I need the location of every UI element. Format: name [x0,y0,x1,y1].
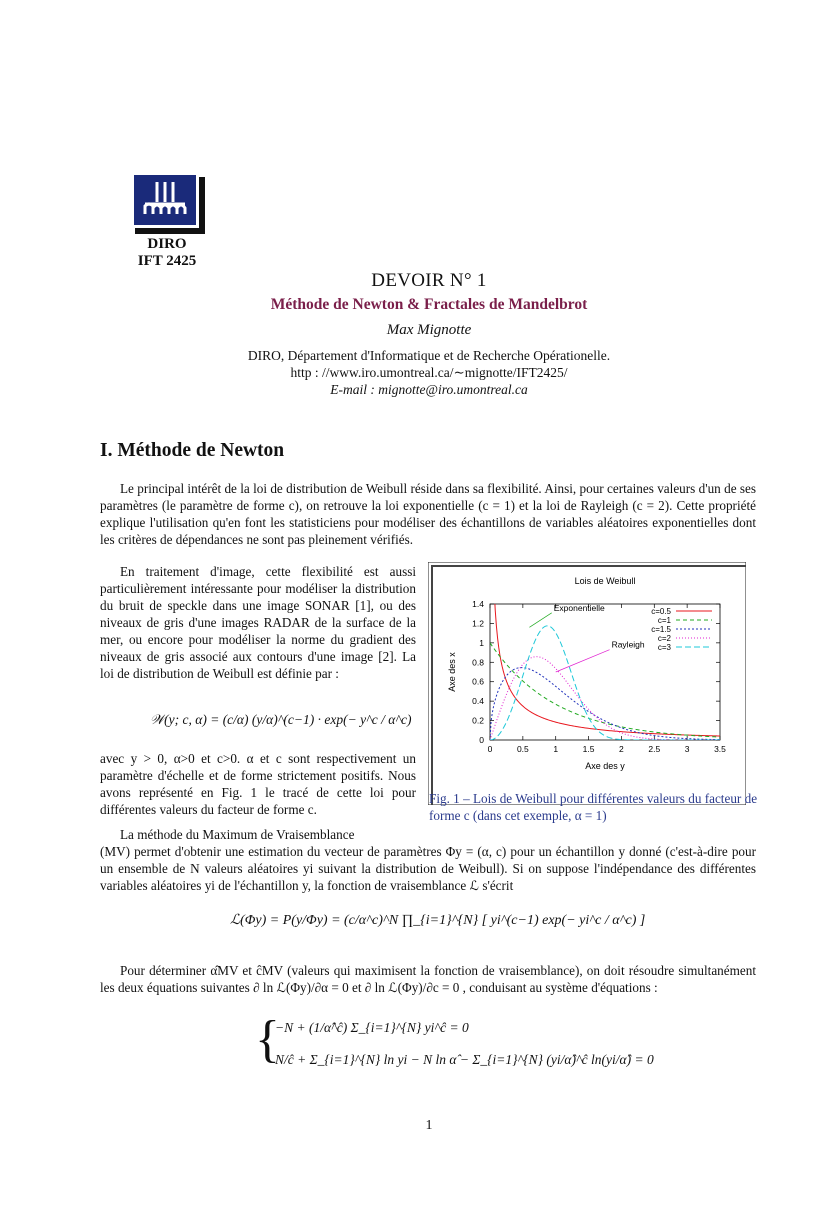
page-subtitle: Méthode de Newton & Fractales de Mandelbrot [270,296,588,313]
annotation-exponentielle: Exponentielle [553,602,605,613]
paragraph-parameters: avec y > 0, α>0 et c>0. α et c sont respectivement un paramètre d'échelle et de forme strictement positifs. Nous avons représenté en Fig. 1 le tracé de cette loi pour différentes valeurs du facteur de forme c. [100,751,416,817]
x-tick-label: 0 [487,744,493,754]
affiliation: DIRO, Département d'Informatique et de Recherche Opérationelle. [247,348,611,363]
x-tick-label: 3 [684,744,690,754]
affiliation-email: E-mail : mignotte@iro.umontreal.ca [330,382,528,397]
x-tick-label: 2 [619,744,624,754]
y-tick-label: 0 [479,735,484,745]
equation-likelihood: ℒ(Φy) = P(y/Φy) = (c/α^c)^N ∏_{i=1}^{N} [ yi^(c−1) exp(− yi^c / α^c) ] [230,913,646,928]
legend-label: c=1.5 [651,625,671,634]
legend-label: c=1 [657,616,671,625]
legend-label: c=0.5 [651,607,671,616]
affiliation-url: http : //www.iro.umontreal.ca/∼mignotte/IFT2425/ [290,365,568,380]
annotation-rayleigh: Rayleigh [611,639,645,650]
y-tick-label: 0.6 [472,676,484,687]
diro-logo [131,172,205,234]
y-tick-label: 1.4 [472,599,484,609]
equation-system-2: N/ĉ + Σ_{i=1}^{N} ln yi − N ln α̂ − Σ_{i=1}^{N} (yi/α̂)^ĉ ln(yi/α̂) = 0 [275,1052,654,1067]
logo-label-diro: DIRO [147,236,187,252]
y-tick-label: 1 [479,637,484,648]
figure-caption: Fig. 1 – Lois de Weibull pour différentes valeurs du facteur de forme c (dans cet exemple, α = 1) [429,791,758,823]
x-axis-label: Axe des y [585,761,625,771]
x-tick-label: 2.5 [648,744,661,754]
paragraph-mv-start: La méthode du Maximum de Vraisemblance [120,827,355,842]
x-tick-label: 1 [553,744,559,754]
y-tick-label: 0.4 [472,696,484,707]
page-title: DEVOIR N° 1 [371,270,487,291]
author: Max Mignotte [386,322,472,338]
equation-system-1: −N + (1/α̂^ĉ) Σ_{i=1}^{N} yi^ĉ = 0 [275,1020,469,1035]
paragraph-intro: Le principal intérêt de la loi de distribution de Weibull réside dans sa flexibilité. Ainsi, pour certaines valeurs d'un de ses paramètres (le paramètre de forme c), on retrouve la loi exponentielle (c = 1) et la loi de Rayleigh (c = 2). Cette propriété explique l'utilisation qu'en font les statisticiens pour modéliser des échantillons de variables aléatoires exponentielles dont les critères de dépendances ne sont pas pleinement vérifiés. [100,481,756,547]
x-tick-label: 1.5 [582,744,595,754]
paragraph-image-processing: En traitement d'image, cette flexibilité est aussi particulièrement intéressante pour modéliser la distribution du bruit de speckle dans une image SONAR [1], ou des niveaux de gris d'une images RADAR de la surface de la mer, ou encore pour modéliser la norme du gradient des niveaux de gris associé aux contours d'une image [2]. La loi de distribution de Weibull est définie par : [100,564,416,681]
y-tick-label: 1.2 [472,618,484,629]
logo-label-course: IFT 2425 [137,253,197,269]
legend-label: c=3 [657,643,671,652]
system-brace: { [255,1011,280,1068]
y-axis-label: Axe des x [447,652,457,692]
weibull-chart [428,562,746,805]
legend-label: c=2 [657,634,671,643]
y-tick-label: 0.2 [472,715,484,726]
x-tick-label: 0.5 [516,744,529,754]
paragraph-mv: (MV) permet d'obtenir une estimation du vecteur de paramètres Φy = (α, c) pour un échantillon y donné (c'est-à-dire pour un ensemble de N valeurs aléatoires yi suivant la distribution de Weibull). Si on suppose l'indépendance des différentes variables aléatoires yi de l'échantillon y, la fonction de vraisemblance ℒ s'écrit [100,844,756,893]
chart-title: Lois de Weibull [574,576,636,586]
paragraph-maximize: Pour déterminer α̂MV et ĉMV (valeurs qui maximisent la fonction de vraisemblance), on doit résoudre simultanément les deux équations suivantes ∂ ln ℒ(Φy)/∂α = 0 et ∂ ln ℒ(Φy)/∂c = 0 , conduisant au système d'équations : [100,963,756,995]
equation-weibull: 𝒲(y; c, α) = (c/α) (y/α)^(c−1) · exp(− y^c / α^c) [150,712,412,727]
y-tick-label: 0.8 [472,657,484,668]
x-tick-label: 3.5 [714,744,726,754]
section-heading: I. Méthode de Newton [100,440,285,461]
page-number: 1 [425,1118,433,1133]
